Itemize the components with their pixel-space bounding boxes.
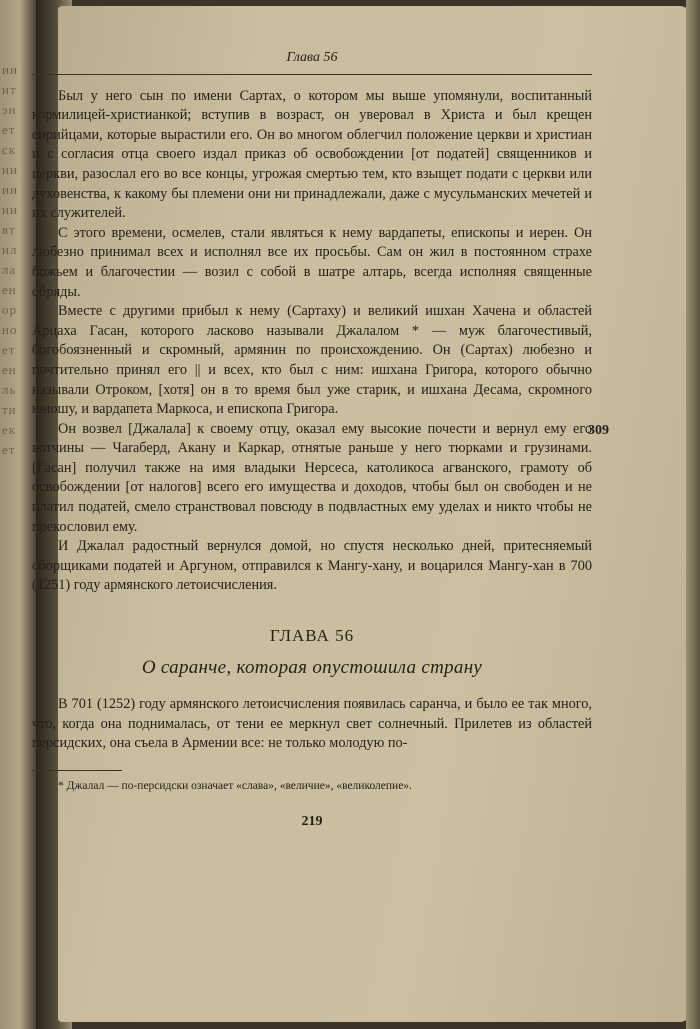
chapter-paragraph: В 701 (1252) году армянского летоисчисления появилась саранча, и было ее так много, что, когда она поднималась, от тени ее меркнул свет солнечный. Прилетев из областей персидских, она съела в Армении все: не только молодую по- bbox=[32, 696, 592, 752]
paragraph-3: Вместе с другими прибыл к нему (Сартаху) и великий ишхан Хачена и областей Арцаха Гасан, которого ласково называли Джалалом * — муж благочестивый, богобоязненный и скромный, армянин по происхождению. Он (Сартах) любезно и почтительно принял его || и всех, кто был с ним: ишхана Григора, которого обычно называли Отроком, [хотя] он в то время был уже старик, и ишхана Десама, скромного юношу, и вардапета Маркоса, и епископа Григора. bbox=[32, 303, 592, 418]
page-content bbox=[32, 48, 592, 832]
left-page-text-fragment: ии ит эн ет ск ии ии ии вт ил ла ен ор но ет ен ль ти ек ет bbox=[2, 62, 18, 457]
paragraph-5: И Джалал радостный вернулся домой, но спустя несколько дней, притесняемый сборщиками податей и Аргуном, отправился к Мангу-хану, и воцарился Мангу-хан в 700 (1251) году армянского летоисчисления. bbox=[32, 538, 592, 594]
page-number: 219 bbox=[301, 814, 323, 829]
paragraph-1: Был у него сын по имени Сартах, о котором мы выше упомянули, воспитанный кормилицей-христианкой; вступив в возраст, он уверовал в Христа и был крещен сирийцами, которые вырастили его. Он во многом облегчил положение церкви и христиан и с согласия отца своего издал приказ об освобождении [от податей] священников и церкви, разослал его во все концы, угрожая смертью тем, кто взыщет подати с церкви или духовенства, к какому бы племени они ни принадлежали, даже с мусульманских мечетей и их служителей. bbox=[32, 87, 592, 222]
paragraph-4: Он возвел [Джалала] к своему отцу, оказал ему высокие почести и вернул ему его вотчины — Чаraберд, Акану и Каркар, отнятые раньше у него тюрками и грузинами. [Гасан] получил также на имя владыки Нерсеса, католикоса агванского, грамоту об освобождении [от налогов] всего его имущества и доходов, чтобы был он свободен и не платил податей, смело странствовал повсюду в подвластных ему уделах и никто чтобы не прекословил ему. bbox=[32, 420, 592, 535]
left-page-edge bbox=[0, 0, 36, 1029]
margin-number: 309 bbox=[588, 423, 609, 438]
right-page-edge bbox=[686, 0, 700, 1029]
chapter-title: О саранче, которая опустошила страну bbox=[141, 656, 483, 678]
footnote: * Джалал — по-персидски означает «слава», «величие», «великолепие». bbox=[58, 780, 412, 792]
footnote-rule bbox=[32, 770, 122, 771]
chapter-heading: ГЛАВА 56 bbox=[269, 626, 355, 646]
paragraph-2: С этого времени, осмелев, стали являться к нему вардапеты, епископы и иерен. Он любезно принимал всех и исполнял все их просьбы. Сам он жил в постоянном страхе божьем и благочестии — возил с собой в шатре алтарь, всегда исполняя священные обряды. bbox=[32, 224, 592, 300]
running-head: Глава 56 bbox=[32, 48, 592, 75]
